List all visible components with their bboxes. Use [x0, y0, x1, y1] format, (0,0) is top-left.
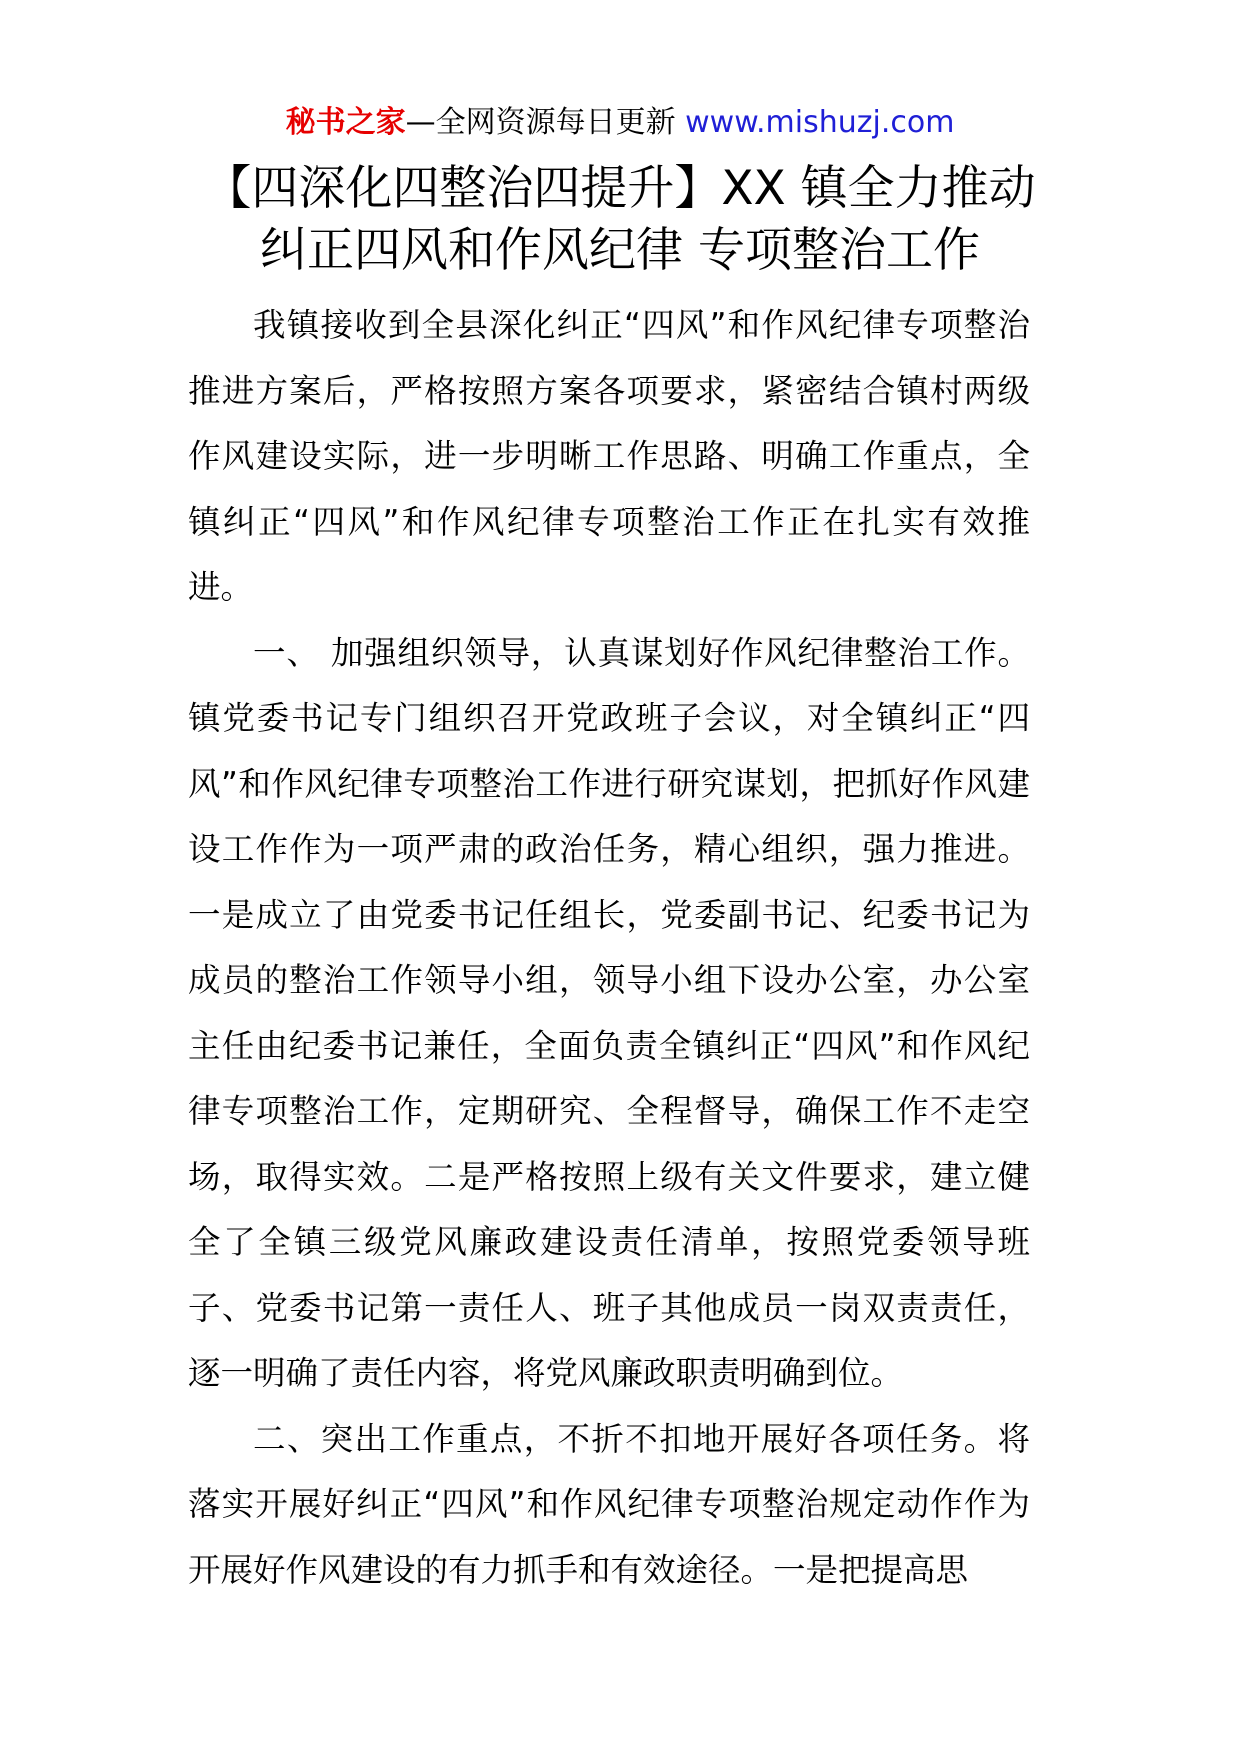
title-line-2: 纠正四风和作风纪律 专项整治工作 [260, 223, 980, 278]
paragraph-section-2 [188, 1407, 1030, 1604]
site-brand: 秘书之家 [285, 105, 406, 140]
paragraph-text: 我镇接收到全县深化纠正“四风”和作风纪律专项整治推进方案后，严格按照方案各项要求，紧密结合镇村两级作风建设实际，进一步明晰工作思路、明确工作重点，全镇纠正“四风”和作风纪律专项整治工作正在扎实有效推进。 [188, 306, 1030, 606]
paragraph-text: 将落实开展好纠正“四风”和作风纪律专项整治规定动作作为开展好作风建设的有力抓手和有效途径。一是把提高思 [188, 1419, 1030, 1589]
document-body [188, 293, 1030, 1603]
paragraph-text: 镇党委书记专门组织召开党政班子会议，对全镇纠正“四风”和作风纪律专项整治工作进行研究谋划，把抓好作风建设工作作为一项严肃的政治任务，精心组织，强力推进。一是成立了由党委书记任组长，党委副书记、纪委书记为成员的整治工作领导小组，领导小组下设办公室，办公室主任由纪委书记兼任，全面负责全镇纠正“四风”和作风纪律专项整治工作，定期研究、全程督导，确保工作不走空场，取得实效。二是严格按照上级有关文件要求，建立健全了全镇三级党风廉政建设责任清单，按照党委领导班子、党委书记第一责任人、班子其他成员一岗双责责任，逐一明确了责任内容，将党风廉政职责明确到位。 [188, 699, 1030, 1392]
section-heading-1: 一、 加强组织领导，认真谋划好作风纪律整治工作。 [253, 633, 1030, 672]
title-line-1: 【四深化四整治四提升】XX 镇全力推动 [204, 161, 1036, 216]
section-heading-2: 二、突出工作重点，不折不扣地开展好各项任务。 [253, 1419, 998, 1458]
site-tagline: —全网资源每日更新 [405, 105, 686, 140]
site-header [0, 103, 1240, 143]
document-title [0, 158, 1240, 282]
paragraph-intro [188, 293, 1030, 621]
site-url-link[interactable]: www.mishuzj.com [685, 105, 955, 140]
paragraph-section-1 [188, 621, 1030, 1407]
